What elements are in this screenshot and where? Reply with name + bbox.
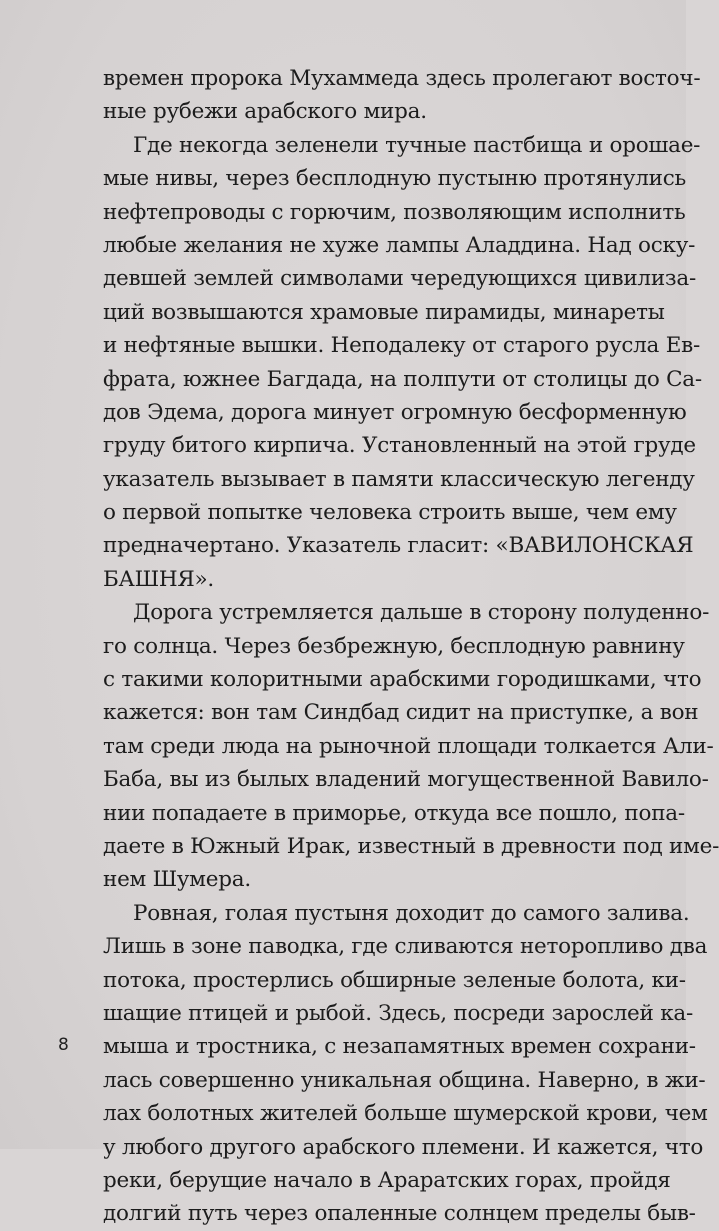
- text-line: Ровная, голая пустыня доходит до самого залива.: [133, 900, 690, 926]
- text-line: Дорога устремляется дальше в сторону полуденно-: [133, 600, 710, 626]
- text-line: о первой попытке человека строить выше, чем ему: [103, 500, 677, 526]
- text-line: фрата, южнее Багдада, на полпути от столицы до Са-: [103, 366, 702, 392]
- text-line: указатель вызывает в памяти классическую легенду: [103, 466, 695, 492]
- text-line: лась совершенно уникальная община. Наверно, в жи-: [103, 1067, 706, 1093]
- text-line: шащие птицей и рыбой. Здесь, посреди зарослей ка-: [103, 1000, 693, 1026]
- text-line: любые желания не хуже лампы Аладдина. Над оску-: [103, 232, 696, 258]
- body-text: [103, 62, 719, 1231]
- text-line: у любого другого арабского племени. И кажется, что: [103, 1134, 704, 1160]
- text-line: девшей землей символами чередующихся цивилиза-: [103, 266, 696, 292]
- text-line: нем Шумера.: [103, 867, 251, 893]
- text-line: лах болотных жителей больше шумерской крови, чем: [103, 1101, 708, 1127]
- text-line: и нефтяные вышки. Неподалеку от старого русла Ев-: [103, 333, 701, 359]
- text-line: долгий путь через опаленные солнцем пределы быв-: [103, 1201, 696, 1227]
- text-line: нии попадаете в приморье, откуда все пошло, попа-: [103, 800, 685, 826]
- text-line: реки, берущие начало в Араратских горах, пройдя: [103, 1167, 671, 1193]
- text-line: мыша и тростника, с незапамятных времен сохрани-: [103, 1034, 696, 1060]
- text-line: го солнца. Через безбрежную, бесплодную равнину: [103, 633, 685, 659]
- text-line: дов Эдема, дорога минует огромную бесформенную: [103, 399, 687, 425]
- text-line: нефтепроводы с горючим, позволяющим исполнить: [103, 199, 686, 225]
- text-line: даете в Южный Ирак, известный в древности под име-: [103, 833, 719, 859]
- text-line: Баба, вы из былых владений могущественной Вавило-: [103, 767, 709, 793]
- text-line: там среди люда на рыночной площади толкается Али-: [103, 733, 714, 759]
- text-line: предначертано. Указатель гласит: «ВАВИЛОНСКАЯ: [103, 533, 694, 559]
- text-line: потока, простерлись обширные зеленые болота, ки-: [103, 967, 686, 993]
- text-line: ные рубежи арабского мира.: [103, 99, 427, 125]
- text-line: мые нивы, через бесплодную пустыню протянулись: [103, 166, 686, 192]
- text-line: Где некогда зеленели тучные пастбища и орошае-: [133, 132, 701, 158]
- text-line: Лишь в зоне паводка, где сливаются неторопливо два: [103, 934, 708, 960]
- text-line: ций возвышаются храмовые пирамиды, минареты: [103, 299, 665, 325]
- text-line: кажется: вон там Синдбад сидит на приступке, а вон: [103, 700, 699, 726]
- text-line: БАШНЯ».: [103, 566, 214, 592]
- page-number: 8: [58, 1035, 69, 1055]
- text-line: с такими колоритными арабскими городишками, что: [103, 667, 702, 693]
- text-line: груду битого кирпича. Установленный на этой груде: [103, 433, 696, 459]
- text-line: времен пророка Мухаммеда здесь пролегают восточ-: [103, 66, 701, 91]
